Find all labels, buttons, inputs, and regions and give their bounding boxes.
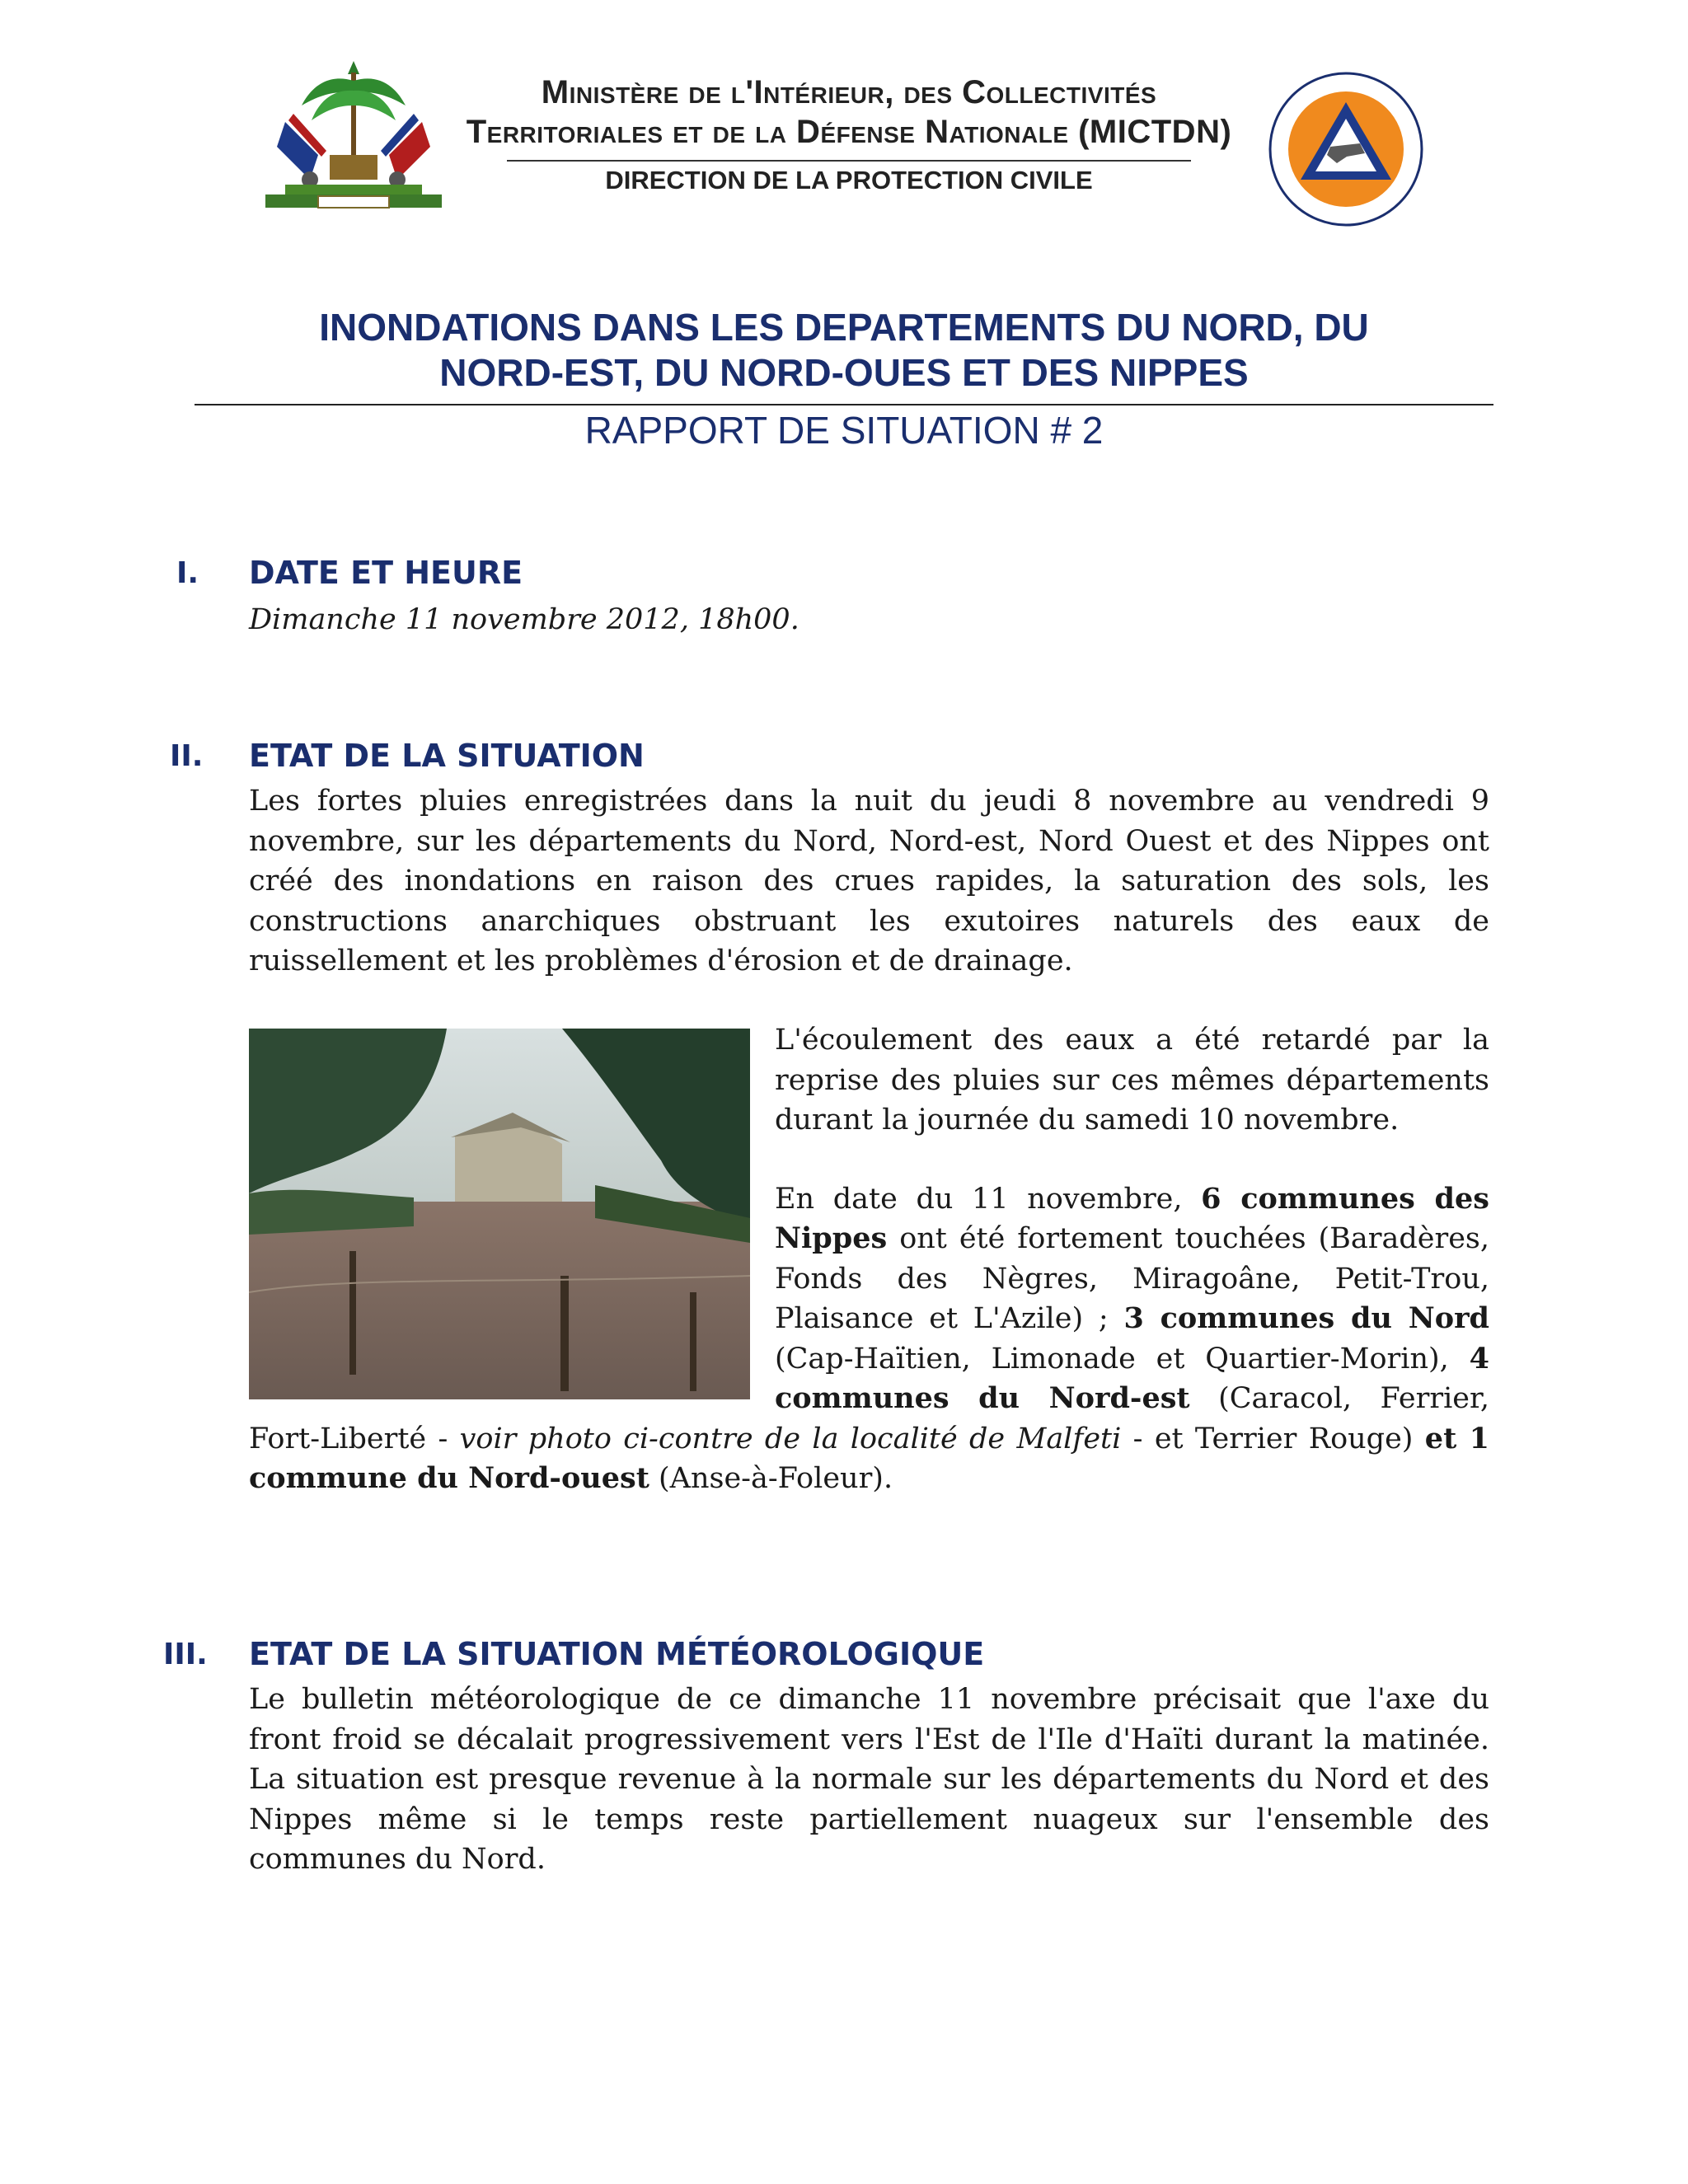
section-2-flow-text	[249, 1020, 1489, 1499]
p3-text-e: (Cap-Haïtien, Limonade et Quartier-Morin),	[775, 1342, 1470, 1376]
ministry-line-1: Ministère de l'Intérieur, des Collectivités	[541, 74, 1157, 110]
title-divider	[195, 404, 1493, 405]
p3-bold-nippes: 6 communes des Nippes	[775, 1181, 1489, 1255]
p3-italic-photo-note: voir photo ci-contre de la localité de Malfeti	[459, 1422, 1122, 1455]
p3-bold-nord-est: 4 communes du Nord-est	[775, 1341, 1489, 1415]
report-title-line-1: INONDATIONS DANS LES DEPARTEMENTS DU NORD, DU	[319, 306, 1369, 349]
section-3-number: III.	[163, 1638, 208, 1671]
section-3-paragraph: Le bulletin météorologique de ce dimanche 11 novembre précisait que l'axe du front froid se décalait progressivement vers l'Est de l'Ile d'Haïti durant la matinée. La situation est presque revenue à la normale sur les départements du Nord et des Nippes même si le temps reste partiellement nuageux sur l'ensemble des communes du Nord.	[249, 1683, 1489, 1876]
p3-bold-nord-ouest: et 1 commune du Nord-ouest	[249, 1421, 1489, 1495]
report-title-line-2: NORD-EST, DU NORD-OUES ET DES NIPPES	[439, 351, 1249, 394]
ministry-header	[445, 73, 1253, 196]
section-2-paragraph-1: Les fortes pluies enregistrées dans la nuit du jeudi 8 novembre au vendredi 9 novembre, sur les départements du Nord, Nord-est, Nord Ouest et des Nippes ont créé des inondations en raison des crues rapides, la saturation des sols, les constructions anarchiques obstruant les exutoires naturels des eaux de ruissellement et les problèmes d'érosion et de drainage.	[249, 785, 1489, 977]
p3-text-a: En date du 11 novembre,	[775, 1182, 1202, 1216]
haiti-coat-of-arms-logo	[260, 56, 447, 214]
section-3-heading: ETAT DE LA SITUATION MÉTÉOROLOGIQUE	[249, 1636, 985, 1672]
header-divider	[507, 160, 1191, 162]
section-1-heading: DATE ET HEURE	[249, 555, 523, 591]
report-subtitle: RAPPORT DE SITUATION # 2	[584, 409, 1104, 452]
section-1-number: I.	[176, 556, 199, 590]
p3-text-g: (Caracol, Ferrier, Fort-Liberté -	[249, 1382, 1489, 1455]
p3-text-k: (Anse-à-Foleur).	[649, 1462, 893, 1495]
section-2-paragraph-2: L'écoulement des eaux a été retardé par la reprise des pluies sur ces mêmes départements durant la journée du samedi 10 novembre.	[775, 1024, 1489, 1137]
section-2-heading: ETAT DE LA SITUATION	[249, 738, 645, 774]
ministry-line-3: DIRECTION DE LA PROTECTION CIVILE	[605, 166, 1093, 194]
p3-text-i: - et Terrier Rouge)	[1121, 1422, 1425, 1455]
p3-text-c: ont été fortement touchées (Baradères, Fonds des Nègres, Miragoâne, Petit-Trou, Plaisance et L'Azile) ;	[775, 1222, 1489, 1335]
flood-photo	[249, 1029, 750, 1399]
report-date: Dimanche 11 novembre 2012, 18h00.	[249, 603, 799, 636]
protection-civile-seal-logo	[1268, 71, 1424, 227]
p3-bold-nord: 3 communes du Nord	[1123, 1301, 1489, 1335]
section-2-number: II.	[170, 739, 204, 773]
ministry-line-2: Territoriales et de la Défense Nationale (MICTDN)	[466, 114, 1232, 150]
